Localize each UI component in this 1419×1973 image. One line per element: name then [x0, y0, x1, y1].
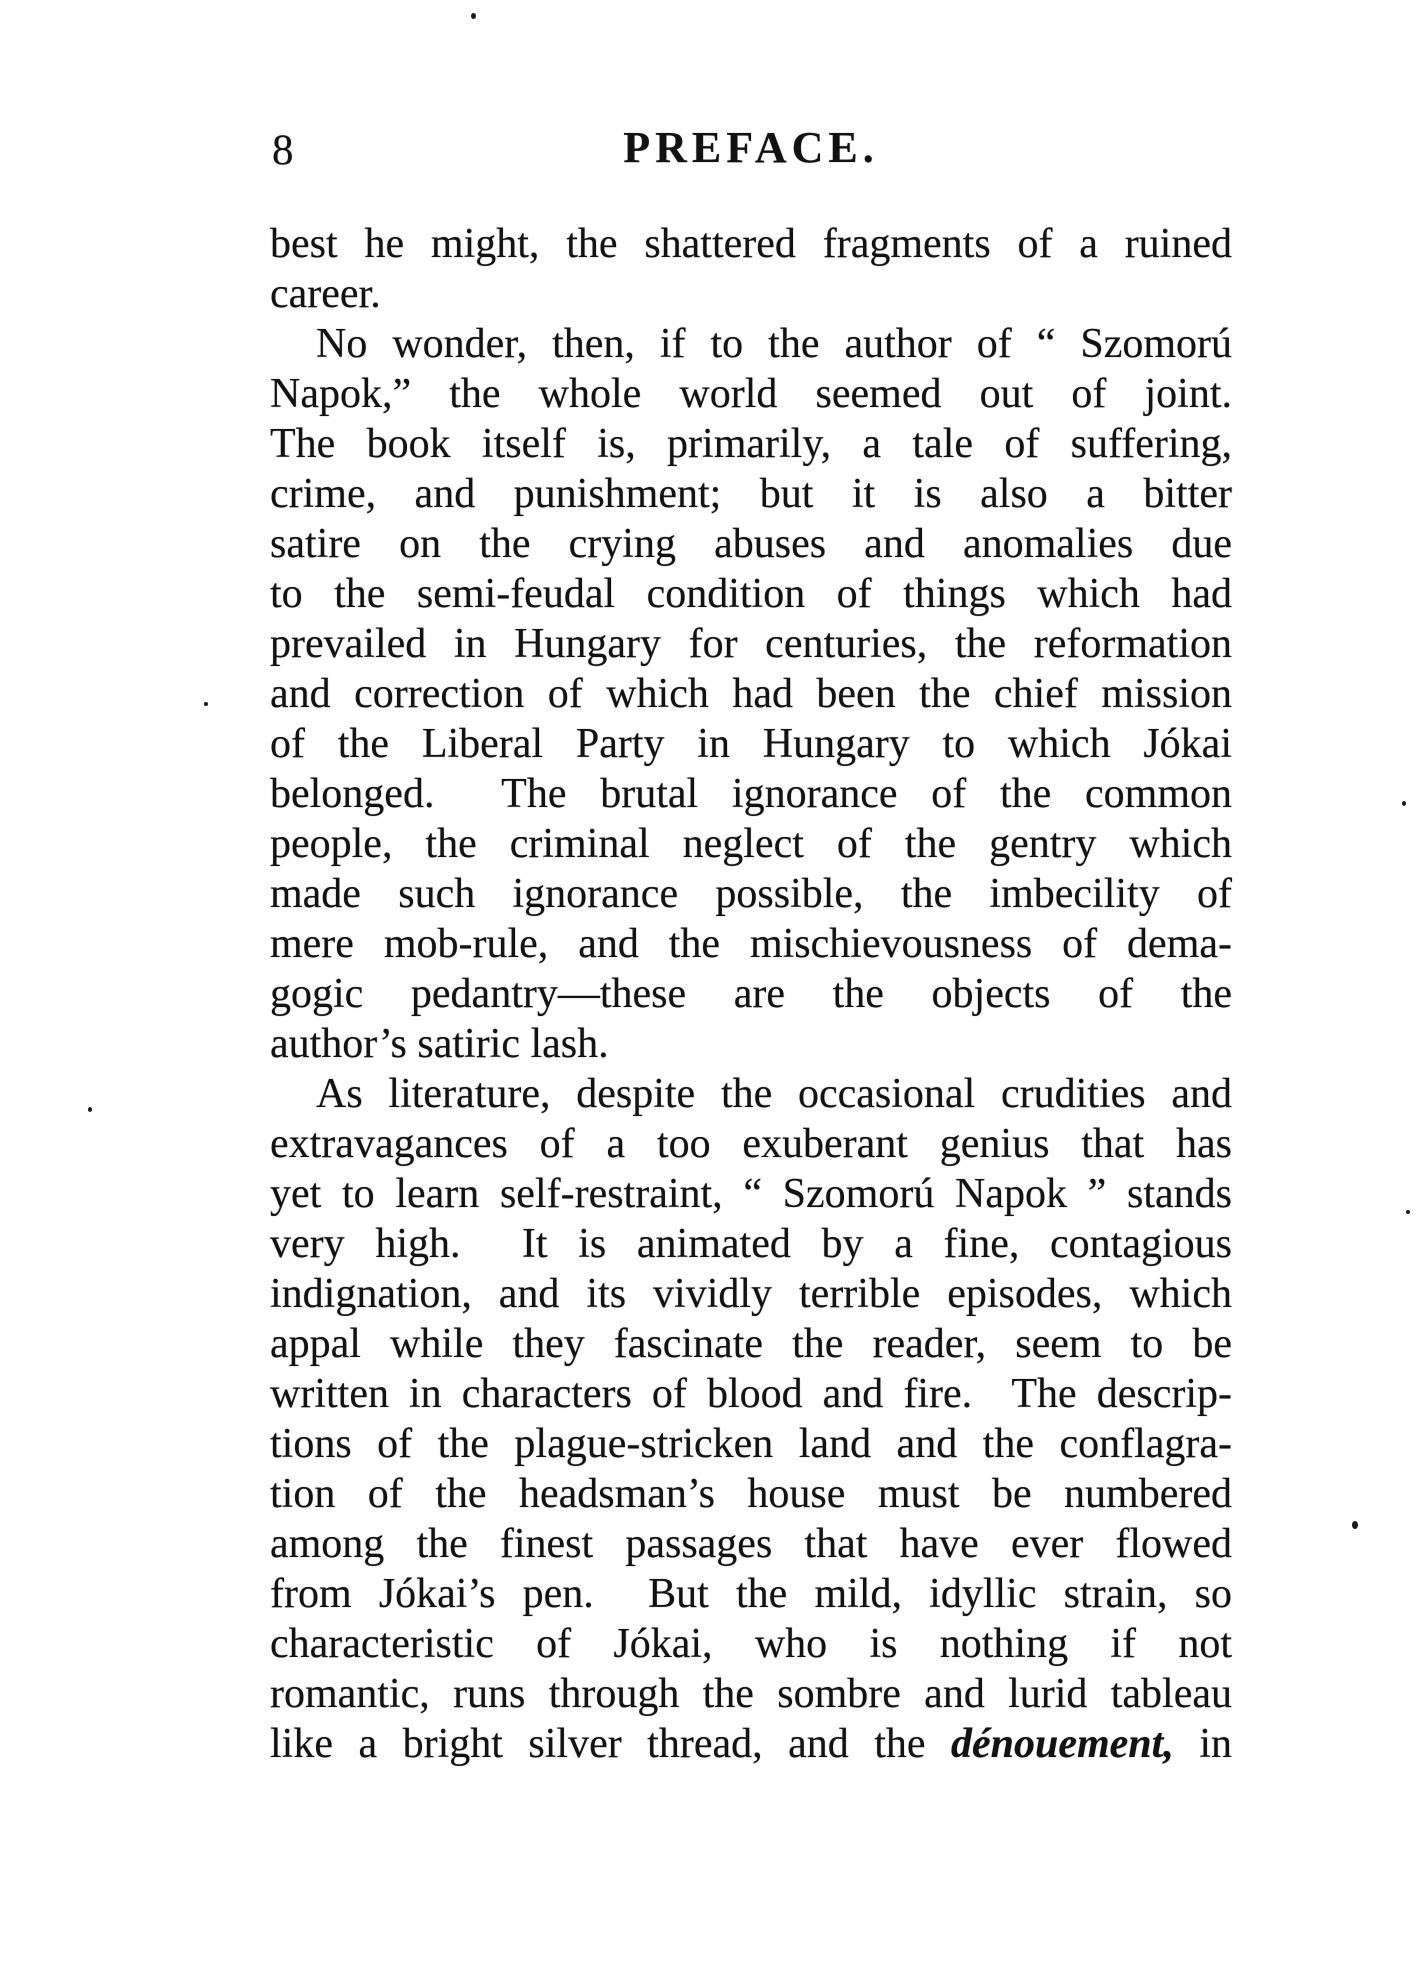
text-line [270, 1669, 1232, 1719]
text-line [270, 669, 1232, 719]
line-text: like a bright silver thread, and the [270, 1721, 951, 1767]
line-text: The book itself is, primarily, a tale of suffering, [270, 421, 1232, 467]
text-line [270, 1369, 1232, 1419]
scan-speck [1406, 1210, 1410, 1214]
scan-speck [1402, 801, 1406, 806]
text-line [270, 1419, 1232, 1469]
text-line [270, 1069, 1232, 1119]
line-text: romantic, runs through the sombre and lurid tableau [270, 1671, 1232, 1717]
line-text: As literature, despite the occasional crudities and [316, 1071, 1232, 1117]
line-text: made such ignorance possible, the imbecility of [270, 871, 1232, 917]
line-text: belonged. The brutal ignorance of the common [270, 771, 1232, 817]
text-line [270, 1519, 1232, 1569]
text-line [270, 369, 1232, 419]
line-text: among the finest passages that have ever flowed [270, 1521, 1232, 1567]
text-line [270, 869, 1232, 919]
text-line [270, 219, 1232, 269]
text-line [270, 919, 1232, 969]
page-text [270, 219, 1232, 1769]
text-line [270, 1269, 1232, 1319]
line-text: Napok,” the whole world seemed out of joint. [270, 371, 1232, 417]
line-text: indignation, and its vividly terrible episodes, which [270, 1271, 1232, 1317]
page-title: PREFACE. [623, 123, 879, 172]
line-text: extravagances of a too exuberant genius that has [270, 1121, 1232, 1167]
line-text: author’s satiric lash. [270, 1021, 609, 1067]
text-line [270, 419, 1232, 469]
line-text: best he might, the shattered fragments of a ruined [270, 221, 1232, 267]
text-line [270, 1119, 1232, 1169]
text-line [270, 1319, 1232, 1369]
line-text: yet to learn self-restraint, “ Szomorú Napok ” stands [270, 1171, 1232, 1217]
line-text: satire on the crying abuses and anomalies due [270, 521, 1232, 567]
line-text: gogic pedantry—these are the objects of the [270, 971, 1232, 1017]
text-line [270, 269, 1232, 319]
scan-speck [204, 702, 208, 706]
scan-speck [1352, 1521, 1358, 1529]
text-line [270, 969, 1232, 1019]
line-text: very high. It is animated by a fine, contagious [270, 1221, 1232, 1267]
text-line [270, 769, 1232, 819]
text-line [270, 1569, 1232, 1619]
line-text: appal while they fascinate the reader, seem to be [270, 1321, 1232, 1367]
text-line [270, 719, 1232, 769]
line-text: prevailed in Hungary for centuries, the reformation [270, 621, 1232, 667]
text-line [270, 1719, 1232, 1769]
line-text: written in characters of blood and fire. The descrip- [270, 1371, 1232, 1417]
text-line [270, 1019, 1232, 1069]
line-text: mere mob-rule, and the mischievousness of dema- [270, 921, 1232, 967]
text-line [270, 619, 1232, 669]
scan-speck [471, 13, 476, 19]
line-text: career. [270, 271, 381, 317]
line-text: from Jókai’s pen. But the mild, idyllic strain, so [270, 1571, 1232, 1617]
scan-speck [88, 1107, 92, 1112]
line-text: in [1173, 1721, 1232, 1767]
text-line [270, 569, 1232, 619]
text-line [270, 319, 1232, 369]
line-text: characteristic of Jókai, who is nothing if not [270, 1621, 1232, 1667]
line-text: people, the criminal neglect of the gentry which [270, 821, 1232, 867]
text-line [270, 519, 1232, 569]
line-text: to the semi-feudal condition of things which had [270, 571, 1232, 617]
page-number: 8 [272, 127, 294, 174]
text-line [270, 1469, 1232, 1519]
line-text: No wonder, then, if to the author of “ Szomorú [316, 321, 1232, 367]
text-line [270, 1219, 1232, 1269]
emphasized-word: dénouement, [951, 1721, 1174, 1767]
line-text: crime, and punishment; but it is also a bitter [270, 471, 1232, 517]
page-header [270, 122, 1232, 180]
line-text: tion of the headsman’s house must be numbered [270, 1471, 1232, 1517]
line-text: of the Liberal Party in Hungary to which Jókai [270, 721, 1232, 767]
text-line [270, 1169, 1232, 1219]
text-line [270, 1619, 1232, 1669]
text-line [270, 469, 1232, 519]
line-text: and correction of which had been the chief mission [270, 671, 1232, 717]
text-line [270, 819, 1232, 869]
line-text: tions of the plague-stricken land and the conflagra- [270, 1421, 1232, 1467]
